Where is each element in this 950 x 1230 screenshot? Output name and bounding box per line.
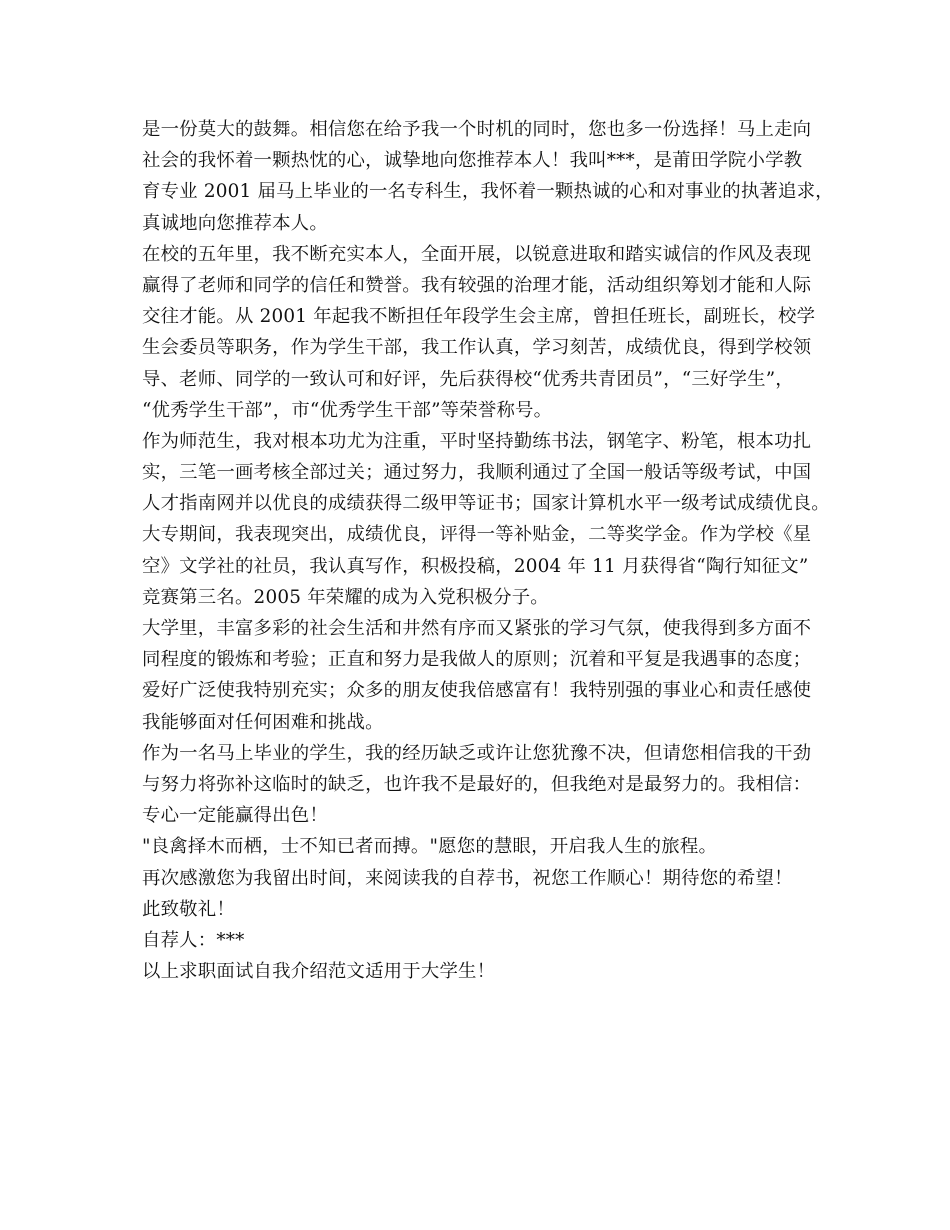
text-line: 实，三笔一画考核全部过关；通过努力，我顺利通过了全国一般话等级考试，中国 <box>142 462 812 484</box>
text-line: 再次感激您为我留出时间，来阅读我的自荐书，祝您工作顺心！期待您的希望！ <box>142 867 793 889</box>
text-line: 以上求职面试自我介绍范文适用于大学生！ <box>142 961 496 983</box>
text-line: 竞赛第三名。2005 年荣耀的成为入党积极分子。 <box>142 586 549 608</box>
text-line: 与努力将弥补这临时的缺乏，也许我不是最好的，但我绝对是最努力的。我相信： <box>142 773 812 795</box>
text-line: 空》文学社的社员，我认真写作，积极投稿，2004 年 11 月获得省“陶行知征文” <box>142 555 809 577</box>
text-line: 自荐人：*** <box>142 929 245 951</box>
text-line: 人才指南网并以优良的成绩获得二级甲等证书；国家计算机水平一级考试成绩优良。 <box>142 493 830 515</box>
text-line: 爱好广泛使我特别充实；众多的朋友使我倍感富有！我特别强的事业心和责任感使 <box>142 680 812 702</box>
text-line: "良禽择木而栖，士不知已者而搏。"愿您的慧眼，开启我人生的旅程。 <box>142 836 718 858</box>
text-line: 大学里，丰富多彩的社会生活和井然有序而又紧张的学习气氛，使我得到多方面不 <box>142 618 812 639</box>
document-body <box>142 114 832 987</box>
text-line: “优秀学生干部”，市“优秀学生干部”等荣誉称号。 <box>142 399 553 421</box>
text-line: 专心一定能赢得出色！ <box>142 805 328 827</box>
text-line: 作为师范生，我对根本功尤为注重，平时坚持勤练书法，钢笔字、粉笔，根本功扎 <box>142 430 812 452</box>
text-line: 真诚地向您推荐本人。 <box>142 212 328 234</box>
text-line: 大专期间，我表现突出，成绩优良，评得一等补贴金，二等奖学金。作为学校《星 <box>142 524 812 546</box>
text-line: 我能够面对任何困难和挑战。 <box>142 711 384 733</box>
text-line: 生会委员等职务，作为学生干部，我工作认真，学习刻苦，成绩优良，得到学校领 <box>142 337 812 359</box>
text-line: 育专业 2001 届马上毕业的一名专科生，我怀着一颗热诚的心和对事业的执著追求， <box>142 181 834 203</box>
text-line: 交往才能。从 2001 年起我不断担任年段学生会主席，曾担任班长，副班长，校学 <box>142 306 816 328</box>
text-line: 导、老师、同学的一致认可和好评，先后获得校“优秀共青团员”，“三好学生”， <box>142 368 794 390</box>
text-line: 此致敬礼！ <box>142 898 235 920</box>
text-line: 作为一名马上毕业的学生，我的经历缺乏或许让您犹豫不决，但请您相信我的干劲 <box>142 742 812 764</box>
text-line: 赢得了老师和同学的信任和赞誉。我有较强的治理才能，活动组织筹划才能和人际 <box>142 274 812 296</box>
text-line: 同程度的锻炼和考验；正直和努力是我做人的原则；沉着和平复是我遇事的态度； <box>142 649 812 671</box>
text-line: 社会的我怀着一颗热忱的心，诚挚地向您推荐本人！我叫***，是莆田学院小学教 <box>142 150 803 172</box>
text-line: 是一份莫大的鼓舞。相信您在给予我一个时机的同时，您也多一份选择！马上走向 <box>142 119 812 140</box>
text-line: 在校的五年里，我不断充实本人，全面开展，以锐意进取和踏实诚信的作风及表现 <box>142 243 812 265</box>
